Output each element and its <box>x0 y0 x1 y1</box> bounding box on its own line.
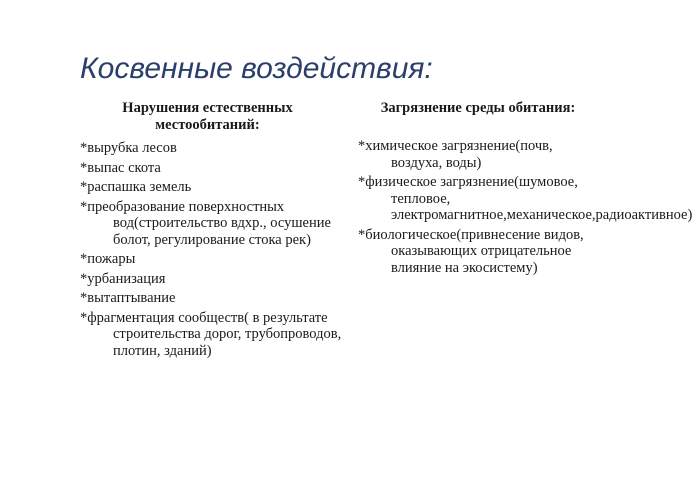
list-item: *фрагментация сообществ( в результате строительства дорог, трубопроводов, плотин, зданий) <box>80 309 342 359</box>
list-item: *пожары <box>80 251 136 267</box>
list-item: *преобразование поверхностных вод(строительство вдхр., осушение болот, регулирование стока рек) <box>80 198 331 248</box>
list-item: *химическое загрязнение(почв, воздуха, воды) <box>358 138 553 171</box>
left-column-list <box>80 140 342 359</box>
list-item: *биологическое(привнесение видов, оказывающих отрицательное влияние на экосистему) <box>358 226 584 276</box>
slide-title: Косвенные воздействия: <box>80 52 433 85</box>
right-column <box>358 100 692 279</box>
list-item: *физическое загрязнение(шумовое, тепловое, электромагнитное,механическое,радиоактивное) <box>358 174 692 223</box>
list-item: *распашка земель <box>80 179 192 195</box>
left-column-heading: Нарушения естественных местообитаний: <box>122 100 293 133</box>
right-column-list <box>358 138 692 276</box>
list-item: *вытаптывание <box>80 290 176 306</box>
list-item: *выпас скота <box>80 159 161 176</box>
left-column <box>80 100 342 362</box>
list-item: *вырубка лесов <box>80 140 177 156</box>
list-item: *урбанизация <box>80 270 166 287</box>
right-column-heading: Загрязнение среды обитания: <box>380 100 576 116</box>
